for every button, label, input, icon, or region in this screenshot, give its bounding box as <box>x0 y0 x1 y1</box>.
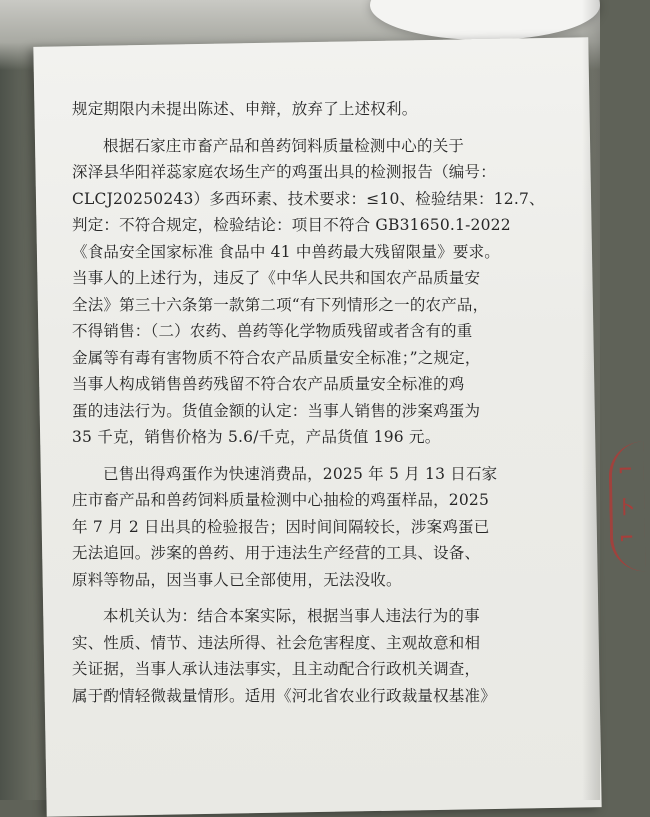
document-line: 实、性质、情节、违法所得、社会危害程度、主观故意和相 <box>72 633 481 652</box>
document-line: 全法》第三十六条第一款第二项“有下列情形之一的农产品， <box>72 295 489 314</box>
document-line: 属于酌情轻微裁量情形。适用《河北省农业行政裁量权基准》 <box>72 686 496 705</box>
document-line: 原料等物品，因当事人已全部使用，无法没收。 <box>72 570 402 589</box>
document-line: 不得销售：（二）农药、兽药等化学物质残留或者含有的重 <box>72 322 473 340</box>
document-line: 年 7 月 2 日出具的检验报告；因时间间隔较长，涉案鸡蛋已 <box>72 517 490 536</box>
document-line: 本机关认为：结合本案实际，根据当事人违法行为的事 <box>103 607 480 625</box>
document-line: 35 千克，销售价格为 5.6/千克，产品货值 196 元。 <box>72 428 441 446</box>
document-line: 蛋的违法行为。货值金额的认定：当事人销售的涉案鸡蛋为 <box>72 401 481 420</box>
document-line: 规定期限内未提出陈述、申辩，放弃了上述权利。 <box>72 100 418 118</box>
document-body-text <box>72 96 568 709</box>
seal-mark-2: 卜 <box>616 497 635 519</box>
document-line: 《食品安全国家标准 食品中 41 中兽药最大残留限量》要求。 <box>72 242 501 261</box>
document-line: CLCJ20250243）多西环素、技术要求：≤10、检验结果：12.7、 <box>72 189 545 208</box>
document-line: 无法追回。涉案的兽药、用于违法生产经营的工具、设备、 <box>72 544 481 562</box>
edge-shadow <box>582 0 600 800</box>
document-line: 已售出得鸡蛋作为快速消费品，2025 年 5 月 13 日石家 <box>103 464 498 483</box>
document-line: 金属等有毒有害物质不符合农产品质量安全标准；”之规定， <box>72 348 481 367</box>
document-line: 根据石家庄市畜产品和兽药饲料质量检测中心的关于 <box>103 136 465 155</box>
document-line: 当事人构成销售兽药残留不符合农产品质量安全标准的鸡 <box>72 375 465 393</box>
red-seal-stamp <box>608 441 645 572</box>
seal-mark-3: ⌐ <box>618 527 635 549</box>
document-line: 判定：不符合规定，检验结论：项目不符合 GB31650.1-2022 <box>72 216 511 234</box>
paragraph-gap <box>72 593 568 603</box>
paragraph-gap <box>72 123 568 133</box>
seal-mark-1: ⌐ <box>617 459 634 481</box>
document-line: 关证据，当事人承认违法事实，且主动配合行政机关调查， <box>72 660 481 678</box>
paragraph-gap <box>72 451 568 461</box>
document-line: 深泽县华阳祥蕊家庭农场生产的鸡蛋出具的检测报告（编号： <box>72 163 496 181</box>
document-line: 庄市畜产品和兽药饲料质量检测中心抽检的鸡蛋样品，2025 <box>72 491 490 509</box>
document-line: 当事人的上述行为，违反了《中华人民共和国农产品质量安 <box>72 269 481 287</box>
